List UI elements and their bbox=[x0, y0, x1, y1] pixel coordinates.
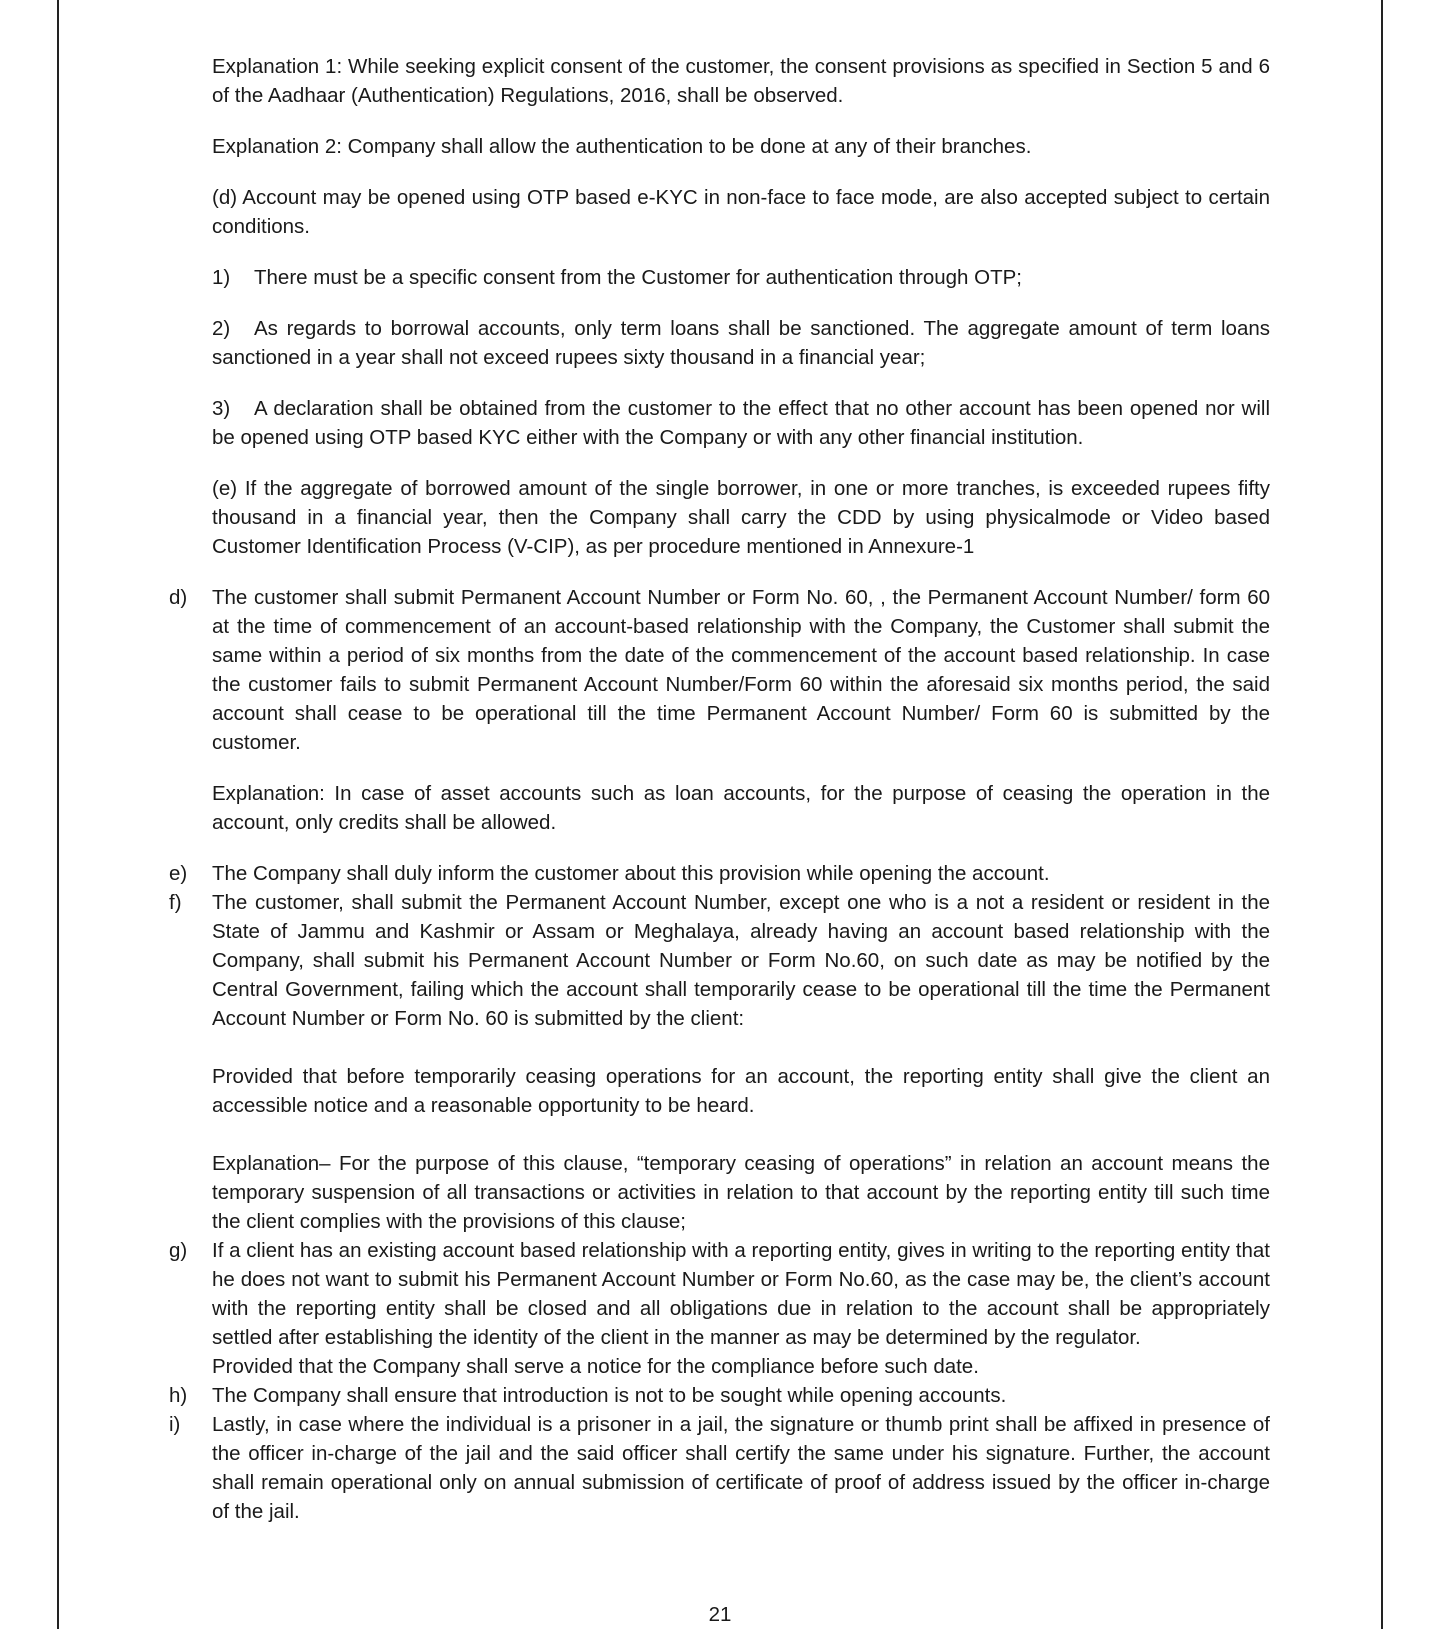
explanation-1: Explanation 1: While seeking explicit consent of the customer, the consent provisions as specified in Section 5 and 6 of the Aadhaar (Authentication) Regulations, 2016, shall be observed. bbox=[212, 55, 1270, 107]
clause-e-aggregate: (e) If the aggregate of borrowed amount of the single borrower, in one or more tranches, is exceeded rupees fifty thousand in a financial year, then the Company shall carry the CDD by using physicalmode or Video based Customer Identification Process (V-CIP), as per procedure mentioned in Annexure-1 bbox=[212, 477, 1270, 558]
explanation-temporary-ceasing: Explanation– For the purpose of this clause, “temporary ceasing of operations” in relation an account means the temporary suspension of all transactions or activities in relation to that account by the reporting entity till such time the client complies with the provisions of this clause; bbox=[212, 1152, 1270, 1233]
condition-3 bbox=[212, 394, 1270, 452]
list-item-text: The Company shall duly inform the customer about this provision while opening the account. bbox=[212, 862, 1050, 885]
condition-text: There must be a specific consent from the Customer for authentication through OTP; bbox=[254, 266, 1022, 289]
condition-1 bbox=[212, 263, 1270, 292]
list-item-text: The customer shall submit Permanent Account Number or Form No. 60, , the Permanent Account Number/ form 60 at the time of commencement of an account-based relationship with the Company, the Customer shall submit the same within a period of six months from the date of the commencement of the account based relationship. In case the customer fails to submit Permanent Account Number/Form 60 within the aforesaid six months period, the said account shall cease to be operational till the time Permanent Account Number/ Form 60 is submitted by the customer. bbox=[212, 586, 1270, 754]
list-marker: f) bbox=[169, 891, 182, 914]
list-item-e bbox=[169, 859, 1270, 888]
list-item-h bbox=[169, 1381, 1270, 1410]
list-item-text: The customer, shall submit the Permanent Account Number, except one who is a not a resident or resident in the State of Jammu and Kashmir or Assam or Meghalaya, already having an account based relationship with the Company, shall submit his Permanent Account Number or Form No.60, on such date as may be notified by the Central Government, failing which the account shall temporarily cease to be operational till the time the Permanent Account Number or Form No. 60 is submitted by the client: bbox=[212, 891, 1270, 1030]
explanation-asset-accounts: Explanation: In case of asset accounts such as loan accounts, for the purpose of ceasing the operation in the account, only credits shall be allowed. bbox=[212, 782, 1270, 834]
list-marker: g) bbox=[169, 1239, 188, 1262]
list-item-f bbox=[169, 888, 1270, 1033]
list-item-text: If a client has an existing account based relationship with a reporting entity, gives in writing to the reporting entity that he does not want to submit his Permanent Account Number or Form No.60, as the case may be, the client’s account with the reporting entity shall be closed and all obligations due in relation to the account shall be appropriately settled after establishing the identity of the client in the manner as may be determined by the regulator. bbox=[212, 1239, 1270, 1349]
proviso-notice: Provided that before temporarily ceasing operations for an account, the reporting entity shall give the client an accessible notice and a reasonable opportunity to be heard. bbox=[212, 1065, 1270, 1117]
condition-number: 3) bbox=[212, 397, 231, 420]
proviso-compliance-notice: Provided that the Company shall serve a notice for the compliance before such date. bbox=[212, 1355, 979, 1378]
list-marker: e) bbox=[169, 862, 188, 885]
page-content bbox=[169, 52, 1270, 1526]
list-item-d bbox=[169, 583, 1270, 757]
page-border-left bbox=[57, 0, 59, 1629]
list-item-text: Lastly, in case where the individual is a prisoner in a jail, the signature or thumb print shall be affixed in presence of the officer in-charge of the jail and the said officer shall certify the same under his signature. Further, the account shall remain operational only on annual submission of certificate of proof of address issued by the officer in-charge of the jail. bbox=[212, 1413, 1270, 1523]
condition-number: 2) bbox=[212, 317, 231, 340]
page-border-right bbox=[1381, 0, 1383, 1629]
list-marker: h) bbox=[169, 1384, 188, 1407]
list-item-i bbox=[169, 1410, 1270, 1526]
condition-text: As regards to borrowal accounts, only term loans shall be sanctioned. The aggregate amount of term loans sanctioned in a year shall not exceed rupees sixty thousand in a financial year; bbox=[212, 317, 1270, 369]
page-number: 21 bbox=[708, 1603, 732, 1626]
list-marker: i) bbox=[169, 1413, 181, 1436]
list-item-g bbox=[169, 1236, 1270, 1352]
condition-number: 1) bbox=[212, 266, 231, 289]
condition-2 bbox=[212, 314, 1270, 372]
clause-d-otp: (d) Account may be opened using OTP based e-KYC in non-face to face mode, are also accepted subject to certain conditions. bbox=[212, 186, 1270, 238]
list-marker: d) bbox=[169, 586, 188, 609]
list-item-text: The Company shall ensure that introduction is not to be sought while opening accounts. bbox=[212, 1384, 1007, 1407]
explanation-2: Explanation 2: Company shall allow the authentication to be done at any of their branches. bbox=[212, 135, 1032, 158]
condition-text: A declaration shall be obtained from the customer to the effect that no other account has been opened nor will be opened using OTP based KYC either with the Company or with any other financial institution. bbox=[212, 397, 1270, 449]
